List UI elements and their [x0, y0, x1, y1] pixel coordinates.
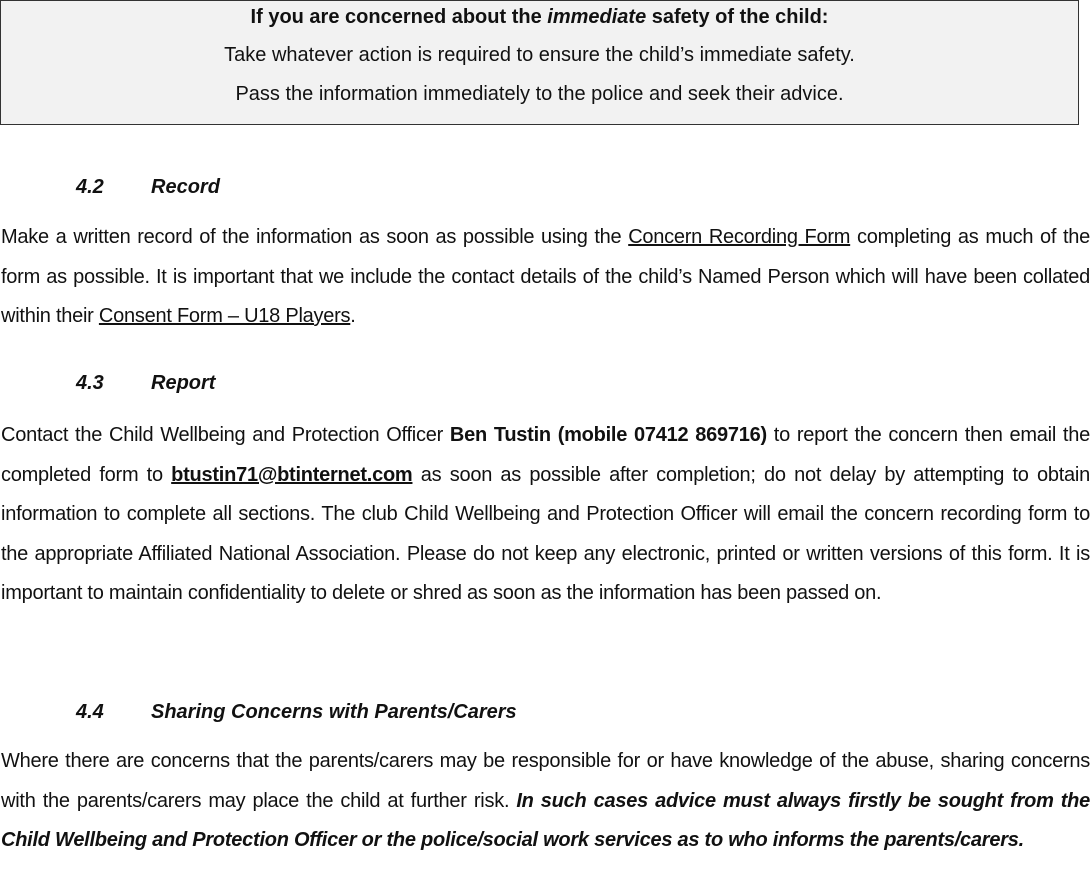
sharing-text-1: Where there are concerns that the parents/carers may be responsible for or have knowledge of the abuse, sharing concerns with the parents/carers may place the child at further risk.	[1, 750, 1090, 812]
callout-line-police: Pass the information immediately to the police and seek their advice.	[235, 83, 844, 105]
callout-heading-emphasis: immediate	[547, 6, 647, 28]
section-heading-record	[76, 175, 220, 199]
report-text-3: as soon as possible after completion; do not delay by attempting to obtain information to complete all sections. The club Child Wellbeing and Protection Officer will email the concern recording form to the appropriate Affiliated National Association. Please do not keep any electronic, printed or written versions of this form. It is important to maintain confidentiality to delete or shred as soon as the information has been passed on.	[1, 463, 1090, 604]
section-heading-sharing	[76, 700, 517, 724]
immediate-safety-callout	[0, 0, 1079, 125]
officer-contact: Ben Tustin (mobile 07412 869716)	[449, 424, 767, 446]
report-paragraph	[1, 416, 1090, 614]
record-text-1: Make a written record of the information as soon as possible using the	[1, 226, 629, 248]
section-number: 4.2	[76, 176, 104, 198]
report-text-2: to report the concern then email the completed form to	[1, 424, 1090, 486]
callout-heading-post: safety of the child:	[646, 6, 829, 28]
record-text-2: completing as much of the form as possible. It is important that we include the contact details of the child’s Named Person which will have been collated within their	[1, 226, 1091, 327]
section-title: Report	[151, 372, 216, 394]
callout-line-action: Take whatever action is required to ensure the child’s immediate safety.	[224, 44, 855, 66]
report-text-1: Contact the Child Wellbeing and Protection Officer	[1, 424, 450, 446]
record-text-3: .	[350, 305, 356, 327]
officer-email-link[interactable]: btustin71@btinternet.com	[171, 463, 413, 486]
section-title: Sharing Concerns with Parents/Carers	[151, 701, 517, 723]
concern-recording-form-link[interactable]: Concern Recording Form	[628, 226, 851, 248]
section-heading-report	[76, 371, 215, 395]
section-title: Record	[151, 176, 220, 198]
section-number: 4.3	[76, 372, 104, 394]
section-number: 4.4	[76, 701, 104, 723]
callout-heading-pre: If you are concerned about the	[250, 6, 548, 28]
record-paragraph	[1, 218, 1090, 337]
sharing-emphasis: In such cases advice must always firstly be sought from the Child Wellbeing and Protection Officer or the police/social work services as to who informs the parents/carers.	[1, 789, 1090, 851]
sharing-paragraph	[1, 742, 1090, 861]
consent-form-link[interactable]: Consent Form – U18 Players	[98, 305, 351, 327]
callout-heading	[1, 5, 1078, 29]
